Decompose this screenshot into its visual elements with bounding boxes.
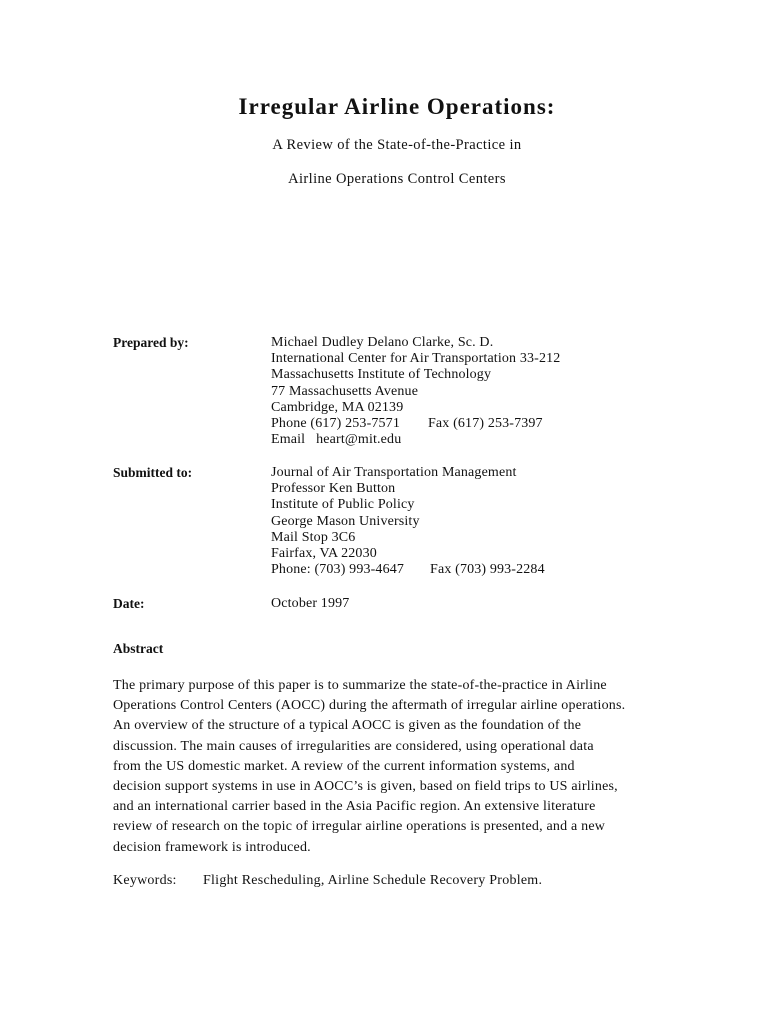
recipient-phone: Phone: (703) 993-4647	[271, 562, 405, 578]
recipient-institute: Institute of Public Policy	[271, 497, 415, 513]
recipient-city: Fairfax, VA 22030	[271, 546, 377, 562]
recipient-phone-fax	[271, 562, 671, 578]
author-center: International Center for Air Transportation 33-212	[271, 351, 561, 367]
submitted-to-label: Submitted to:	[113, 465, 193, 480]
abstract-line: discussion. The main causes of irregularities are considered, using operational data	[113, 738, 594, 754]
author-email-line	[271, 432, 671, 448]
paper-subtitle-line-2: Airline Operations Control Centers	[288, 171, 506, 187]
author-phone: Phone (617) 253-7571	[271, 416, 400, 432]
journal-name: Journal of Air Transportation Management	[271, 465, 517, 480]
paper-subtitle-line-1: A Review of the State-of-the-Practice in	[272, 137, 522, 153]
date-value: October 1997	[271, 596, 350, 611]
submitted-to-block	[271, 465, 671, 578]
author-phone-fax	[271, 416, 671, 432]
recipient-name: Professor Ken Button	[271, 481, 396, 497]
paper-title: Irregular Airline Operations:	[238, 94, 556, 119]
author-fax: Fax (617) 253-7397	[428, 416, 543, 432]
abstract-line: An overview of the structure of a typical AOCC is given as the foundation of the	[113, 718, 582, 734]
author-city: Cambridge, MA 02139	[271, 399, 404, 415]
keywords-label: Keywords:	[113, 873, 177, 888]
abstract-line: from the US domestic market. A review of the current information systems, and	[113, 758, 575, 774]
prepared-by-block	[271, 335, 671, 448]
recipient-mailstop: Mail Stop 3C6	[271, 529, 356, 545]
author-name: Michael Dudley Delano Clarke, Sc. D.	[271, 335, 494, 350]
abstract-body	[113, 676, 693, 858]
abstract-heading: Abstract	[113, 641, 164, 656]
abstract-line: review of research on the topic of irregular airline operations is presented, and a new	[113, 819, 606, 835]
abstract-line: Operations Control Centers (AOCC) during the aftermath of irregular airline operations.	[113, 698, 626, 714]
author-street: 77 Massachusetts Avenue	[271, 383, 419, 399]
prepared-by-label: Prepared by:	[113, 335, 189, 350]
date-label: Date:	[113, 596, 145, 611]
date-block	[271, 596, 671, 612]
keywords-value: Flight Rescheduling, Airline Schedule Recovery Problem.	[203, 873, 543, 888]
author-email[interactable]: heart@mit.edu	[316, 432, 402, 448]
recipient-fax: Fax (703) 993-2284	[430, 562, 545, 578]
author-email-label: Email	[271, 432, 306, 448]
abstract-line: decision support systems in use in AOCC’s is given, based on field trips to US airlines,	[113, 779, 618, 795]
abstract-line: and an international carrier based in the Asia Pacific region. An extensive literature	[113, 799, 596, 815]
abstract-line: The primary purpose of this paper is to summarize the state-of-the-practice in Airline	[113, 678, 607, 693]
keywords-line	[113, 873, 542, 889]
recipient-university: George Mason University	[271, 513, 420, 529]
abstract-line: decision framework is introduced.	[113, 839, 311, 855]
author-institute: Massachusetts Institute of Technology	[271, 367, 492, 383]
